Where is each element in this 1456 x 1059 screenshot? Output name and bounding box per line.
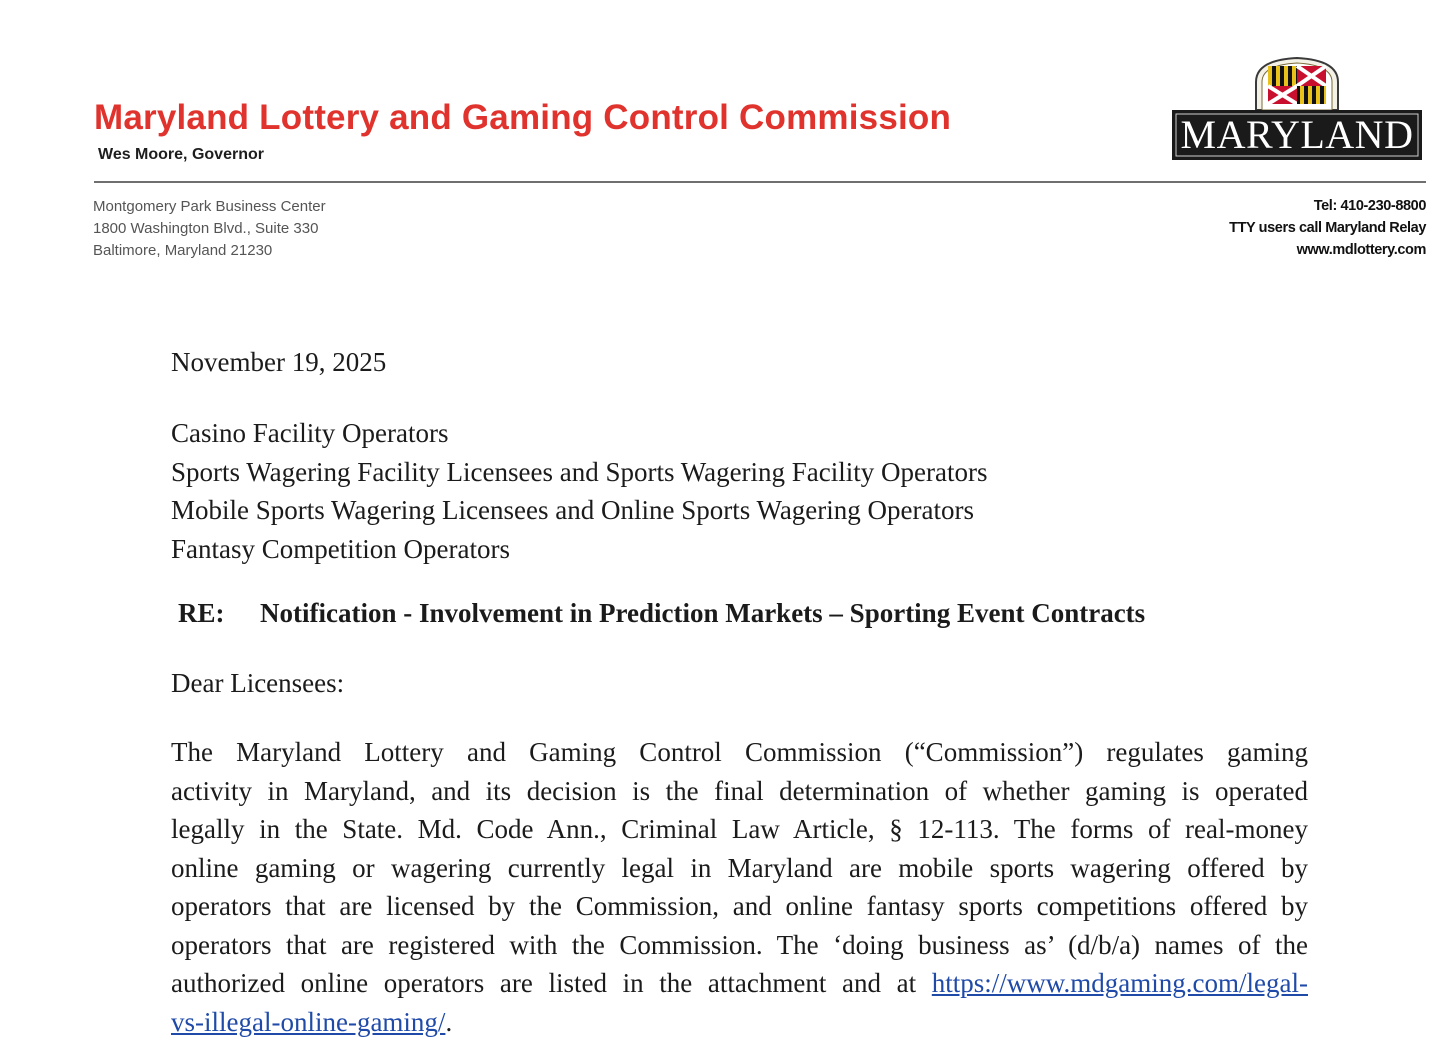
paragraph-period: . — [445, 1006, 453, 1037]
mailing-address — [93, 196, 326, 262]
legal-gaming-link-continued[interactable]: vs-illegal-online-gaming/ — [171, 1006, 446, 1037]
contact-info — [1229, 195, 1426, 261]
body-paragraph — [171, 733, 1308, 1041]
legal-gaming-link[interactable]: https://www.mdgaming.com/legal- — [931, 968, 1308, 998]
subject-line — [178, 598, 1145, 629]
paragraph-line — [171, 1003, 1308, 1042]
paragraph-line: activity in Maryland, and its decision is the final determination of whether gaming is operated — [171, 775, 1308, 806]
re-label: RE: — [178, 598, 225, 628]
recipient: Fantasy Competition Operators — [171, 534, 510, 565]
paragraph-line: legally in the State. Md. Code Ann., Criminal Law Article, § 12-113. The forms of real-money — [171, 814, 1308, 844]
paragraph-line: operators that are registered with the Commission. The ‘doing business as’ (d/b/a) names of the — [171, 929, 1308, 960]
address-line: Montgomery Park Business Center — [93, 198, 326, 215]
flag-icon — [1268, 66, 1326, 104]
recipient: Sports Wagering Facility Licensees and Sports Wagering Facility Operators — [171, 456, 988, 487]
paragraph-line: online gaming or wagering currently legal in Maryland are mobile sports wagering offered by — [171, 852, 1308, 883]
paragraph-line: The Maryland Lottery and Gaming Control Commission (“Commission”) regulates gaming — [171, 737, 1308, 767]
paragraph-line: operators that are licensed by the Commission, and online fantasy sports competitions offered by — [171, 891, 1308, 921]
paragraph-line — [171, 964, 1308, 1003]
telephone: Tel: 410-230-8800 — [1313, 198, 1426, 214]
address-line: 1800 Washington Blvd., Suite 330 — [93, 220, 319, 237]
address-line: Baltimore, Maryland 21230 — [93, 242, 273, 259]
recipient: Casino Facility Operators — [171, 418, 449, 448]
letter-date: November 19, 2025 — [171, 347, 387, 377]
header-divider — [94, 181, 1426, 183]
organization-title: Maryland Lottery and Gaming Control Commission — [94, 98, 952, 137]
recipient: Mobile Sports Wagering Licensees and Online Sports Wagering Operators — [171, 495, 974, 526]
salutation: Dear Licensees: — [171, 668, 345, 698]
logo-wordmark: MARYLAND — [1180, 112, 1414, 157]
tty-relay: TTY users call Maryland Relay — [1229, 220, 1426, 236]
website: www.mdlottery.com — [1296, 242, 1426, 258]
paragraph-text: authorized online operators are listed in the attachment and at — [171, 968, 932, 998]
recipient-list — [171, 414, 988, 569]
governor-line: Wes Moore, Governor — [98, 146, 264, 163]
re-subject: Notification - Involvement in Prediction Markets – Sporting Event Contracts — [260, 598, 1146, 628]
